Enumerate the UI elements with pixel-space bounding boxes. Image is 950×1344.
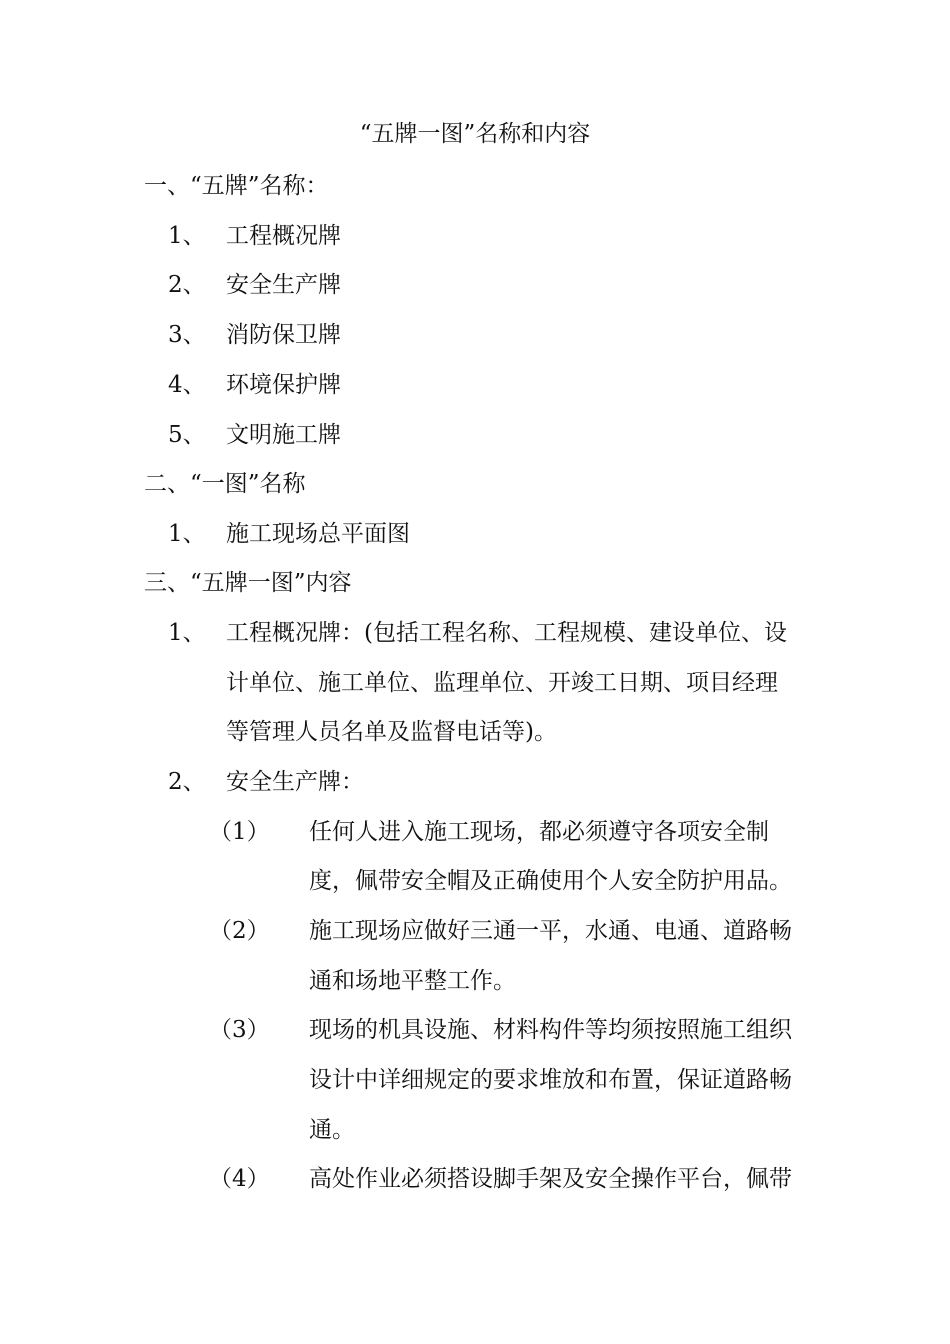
paragraph-line: 施工现场应做好三通一平，水通、电通、道路畅 (309, 918, 792, 944)
paragraph-line: 度，佩带安全帽及正确使用个人安全防护用品。 (309, 868, 792, 894)
section-2-heading: 二、“一图”名称 (144, 471, 306, 497)
list-item-number: 1、 (168, 521, 206, 547)
list-item-number: 2、 (168, 769, 206, 795)
list-item-text: 消防保卫牌 (226, 322, 341, 348)
list-item-number: 3、 (168, 322, 206, 348)
paragraph-line: 高处作业必须搭设脚手架及安全操作平台，佩带 (309, 1166, 792, 1192)
paragraph-line: 工程概况牌：(包括工程名称、工程规模、建设单位、设 (226, 620, 787, 646)
list-item-text: 施工现场总平面图 (226, 521, 410, 547)
sub-item-number: （2） (209, 918, 270, 944)
list-item-text: 安全生产牌： (226, 769, 364, 795)
paragraph-line: 任何人进入施工现场，都必须遵守各项安全制 (309, 819, 769, 845)
document-title: “五牌一图”名称和内容 (359, 121, 591, 147)
section-3-heading: 三、“五牌一图”内容 (144, 570, 352, 596)
list-item-number: 1、 (168, 223, 206, 249)
list-item-number: 2、 (168, 272, 206, 298)
list-item-text: 环境保护牌 (226, 372, 341, 398)
list-item-number: 5、 (168, 422, 206, 448)
sub-item-number: （4） (209, 1166, 270, 1192)
list-item-number: 4、 (168, 372, 206, 398)
paragraph-line: 设计中详细规定的要求堆放和布置，保证道路畅 (309, 1067, 792, 1093)
list-item-text: 安全生产牌 (226, 272, 341, 298)
list-item-text: 文明施工牌 (226, 422, 341, 448)
list-item-text: 工程概况牌 (226, 223, 341, 249)
section-1-heading: 一、“五牌”名称： (144, 173, 329, 199)
paragraph-line: 计单位、施工单位、监理单位、开竣工日期、项目经理 (226, 670, 778, 696)
paragraph-line: 等管理人员名单及监督电话等)。 (226, 719, 557, 745)
sub-item-number: （1） (209, 819, 270, 845)
paragraph-line: 现场的机具设施、材料构件等均须按照施工组织 (309, 1017, 792, 1043)
paragraph-line: 通。 (309, 1117, 355, 1143)
paragraph-line: 通和场地平整工作。 (309, 968, 516, 994)
sub-item-number: （3） (209, 1017, 270, 1043)
list-item-number: 1、 (168, 620, 206, 646)
